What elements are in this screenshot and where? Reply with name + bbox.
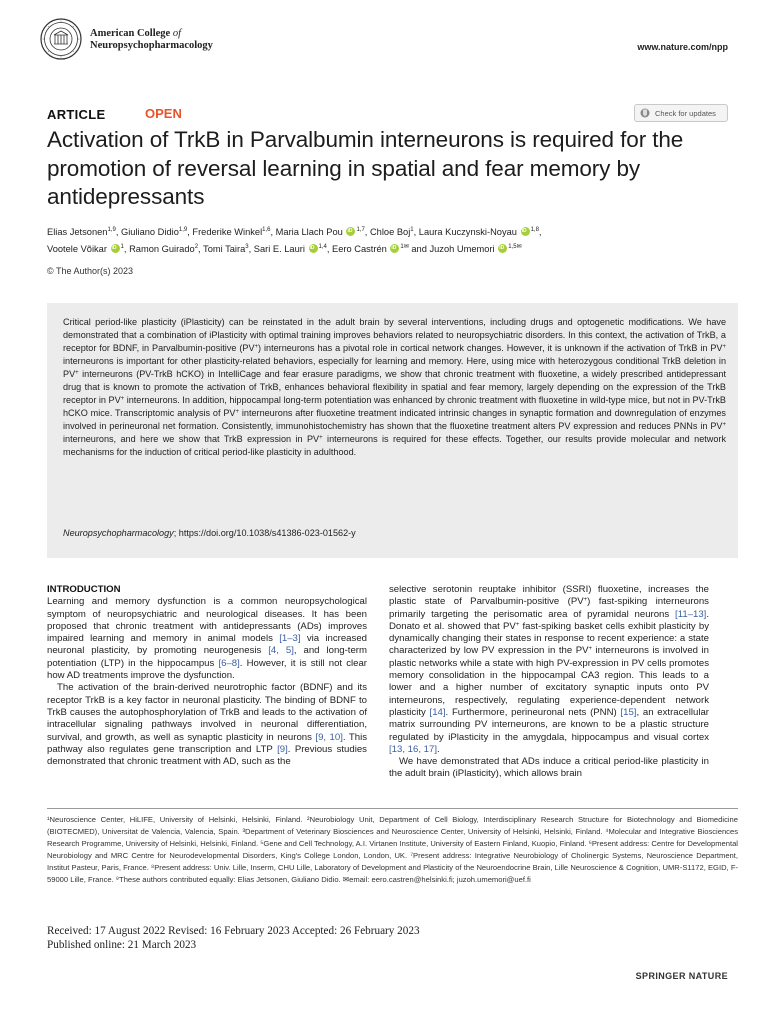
reference-link[interactable]: [4, 5] [268,645,294,657]
author-affiliation: 3 [245,244,249,250]
reference-link[interactable]: [11–13] [675,608,707,620]
affiliations-footnote: ¹Neuroscience Center, HiLIFE, University of Helsinki, Helsinki, Finland. ²Neurobiology Unit, Department of Cell Biology, Interdisciplinary Research Structure for Biotechnology and Biomedicine (BIOTECMED), Universitat de Valencia, Valencia, Spain. ³Department of Veterinary Biosciences and Neuroscience Center, University of Helsinki, Helsinki, Finland. ⁴Molecular and Integrative Biosciences Research Programme, University of Helsinki, Helsinki, Finland. ⁵Gene and Cell Technology, A.I. Virtanen Institute, University of Eastern Finland, Kuopio, Finland. ⁶Present address: Centre for Developmental Neurobiology and MRC Centre for Neurodevelopmental Disorders, King's College London, London, UK. ⁷Present address: Integrative Neurobiology of Cholinergic Systems, Neuroscience Department, Institut Pasteur, Paris, France. ⁸Present address: Univ. Lille, Inserm, CHU Lille, Laboratory of Development and Plasticity of the Neuroendocrine Brain, Lille Neuroscience & Cognition, UMR-S1172, EGID, F-59000 Lille, France. ⁹These authors contributed equally: Elias Jetsonen, Giuliano Didio. ✉email: eero.castren@helsinki.fi; juzoh.umemori@uef.fi [47,815,738,884]
author-name[interactable]: Sari E. Lauri [253,244,305,254]
author-affiliation: 1✉ [400,244,409,250]
author-affiliation: 1 [410,227,414,233]
doi-citation [63,528,356,538]
article-type-row [47,106,728,128]
journal-header [40,18,728,68]
author-name[interactable]: Juzoh Umemori [429,244,495,254]
author-conjunction: and [411,244,427,254]
reference-link[interactable]: [13, 16, 17] [389,743,438,755]
reference-link[interactable]: [9] [277,743,288,755]
article-label: ARTICLE [47,107,106,122]
reference-link[interactable]: [15] [620,706,637,718]
author-affiliation: 1,8 [530,227,539,233]
author-affiliation: 1,9 [107,227,116,233]
copyright-notice: © The Author(s) 2023 [47,266,134,276]
abstract-text: Critical period-like plasticity (iPlasticity) can be reinstated in the adult brain by several interventions, including drugs and optogenetic modifications. We have demonstrated that a combination of iPlasticity with optimal training improves behaviors related to neuropsychiatric disorders. In this context, the activation of TrkB, a receptor for BDNF, in Parvalbumin-positive (PV+) interneurons has a pivotal role in cortical network changes. However, it is unknown if the activation of TrkB in PV+ interneurons is important for other plasticity-related behaviors, especially for learning and memory. Here, using mice with heterozygous conditional TrkB deletion in PV+ interneurons (PV-TrkB hCKO) in IntelliCage and fear erasure paradigms, we show that chronic treatment with fluoxetine, a widely prescribed antidepressant drug that is known to promote the activation of TrkB, enhances behavioral flexibility in spatial and fear memory, largely depending on the expression of the TrkB receptor in PV+ interneurons. In addition, hippocampal long-term potentiation was enhanced by chronic treatment with fluoxetine in wild-type mice, but not in PV-TrkB hCKO mice. Transcriptomic analysis of PV+ interneurons after fluoxetine treatment indicated intrinsic changes in synaptic formation and downregulation of enzymes involved in perineuronal net formation. Consistently, immunohistochemistry has shown that the fluoxetine treatment alters PV expression and reduces PNNs in PV+ interneurons, and here we show that TrkB expression in PV+ interneurons is required for these effects. Together, our results provide molecular and network mechanisms for the induction of critical period-like plasticity in adulthood. [63,317,727,457]
journal-url-link[interactable]: www.nature.com/npp [637,42,728,52]
publication-dates [47,925,420,952]
body-column-left [47,584,367,768]
article-title: Activation of TrkB in Parvalbumin interneurons is required for the promotion of reversal learning in spatial and fear memory by antidepressants [47,127,684,209]
check-updates-label: Check for updates [655,108,716,118]
paragraph: We have demonstrated that ADs induce a critical period-like plasticity in the adult brain (iPlasticity), which allows brain [389,756,709,780]
body-column-right [389,584,709,781]
author-affiliation: 1,7 [356,227,365,233]
footnote-divider [47,808,738,809]
published-online: Published online: 21 March 2023 [47,938,197,951]
orcid-icon[interactable] [390,244,399,253]
author-name[interactable]: Ramon Guirado [129,244,195,254]
reference-link[interactable]: [1–3] [279,633,301,645]
reference-link[interactable]: [14] [429,706,446,718]
paragraph: selective serotonin reuptake inhibitor (SSRI) fluoxetine, increases the plastic state of Parvalbumin-positive (PV+) fast-spiking interneurons primarily targeting the perisomatic area of pyramidal neurons [11–13]. Donato et al. showed that PV+ fast-spiking basket cells exhibit plasticity by dynamically changing their states in response to recent experience: a state characterized by low PV expression in the PV+ interneurons is involved in plastic networks while a state with high PV-expression in PV cells promotes memory consolidation in the hippocampal CA3 region. This leads to a lower and a higher number of excitatory synaptic inputs onto PV interneurons, respectively, regulating experience-dependent network plasticity [14]. Furthermore, perineuronal nets (PNN) [15], an extracellular matrix surrounding PV interneurons, are known to be a plastic structure regulated by iPlasticity in the amygdala, hippocampus and visual cortex [13, 16, 17]. [389,584,710,755]
paragraph: Learning and memory dysfunction is a common neuropsychological symptom of neuropsychiatric and neurological diseases. It has been proposed that chronic treatment with antidepressants (ADs) improves impaired learning and memory in animal models [1–3] via increased neuronal plasticity, by promoting neurogenesis [4, 5], and long-term potentiation (LTP) in the hippocampus [6–8]. However, it is still not clear how AD treatments improve the dysfunction. [47,596,367,682]
author-name[interactable]: Eero Castrén [332,244,387,254]
author-affiliation: 1,4 [318,244,327,250]
author-affiliation: 1,5✉ [508,244,522,250]
author-name[interactable]: Maria Llach Pou [275,227,343,237]
section-heading-introduction: INTRODUCTION [47,584,121,595]
orcid-icon[interactable] [521,227,530,236]
author-name[interactable]: Elias Jetsonen [47,227,108,237]
received-revised-accepted: Received: 17 August 2022 Revised: 16 February 2023 Accepted: 26 February 2023 [47,925,420,937]
author-name[interactable]: Vootele Võikar [47,244,107,254]
check-for-updates-button[interactable] [634,104,728,122]
orcid-icon[interactable] [346,227,355,236]
author-name[interactable]: Frederike Winkel [192,227,263,237]
reference-link[interactable]: [9, 10] [315,731,343,743]
author-affiliation: 1,9 [178,227,188,233]
orcid-icon[interactable] [309,244,318,253]
doi-link[interactable]: ; https://doi.org/10.1038/s41386-023-01562-y [173,528,356,538]
orcid-icon[interactable] [111,244,120,253]
springer-nature-logo: SPRINGER NATURE [635,971,728,981]
author-affiliation: 2 [194,244,199,250]
paragraph: The activation of the brain-derived neurotrophic factor (BDNF) and its receptor TrkB is a key factor in neuronal plasticity. The binding of BDNF to TrkB causes the autophosphorylation of TrkB and leads to the activation of intracellular signaling pathways involved in neuronal differentiation, survival, and growth, as well as synaptic plasticity in neurons [9, 10]. This pathway also regulates gene transcription and LTP [9]. Previous studies demonstrated that chronic treatment with AD, such as the [47,682,368,768]
author-affiliation: 1 [120,244,124,250]
abstract-box [47,303,738,558]
author-affiliation: 1,6 [262,227,271,233]
author-name[interactable]: Tomi Taira [203,244,246,254]
author-name[interactable]: Chloe Boj [369,227,411,237]
reference-link[interactable]: [6–8] [218,657,240,669]
acnp-wordmark: American College of Neuropsychopharmacology [90,28,213,51]
acnp-seal-logo [40,18,82,60]
crossmark-icon [640,108,650,118]
orcid-icon[interactable] [498,244,507,253]
journal-name: Neuropsychopharmacology [63,528,174,538]
author-name[interactable]: Laura Kuczynski-Noyau [418,227,517,237]
author-name[interactable]: Giuliano Didio [120,227,179,237]
open-access-label: OPEN [145,106,182,121]
author-list: Elias Jetsonen$^{1,9}$, Giuliano Didio$^{1,9}$, Frederike Winkel$^{1,6}$, Maria Llach Pou iD $^{1,7}$, Chloe Boj$^1$, Laura Kuczynski-Noyau iD $^{1,8}$, Vootele Võikar iD $^1$, Ramon Guirado$^2$, Tomi Taira$^3$, Sari E. Lauri iD $^{1,4}$, Eero Castrén iD $^{1✉}$ and Juzoh Umemori iD $^{1,5✉}$ [47,224,737,258]
